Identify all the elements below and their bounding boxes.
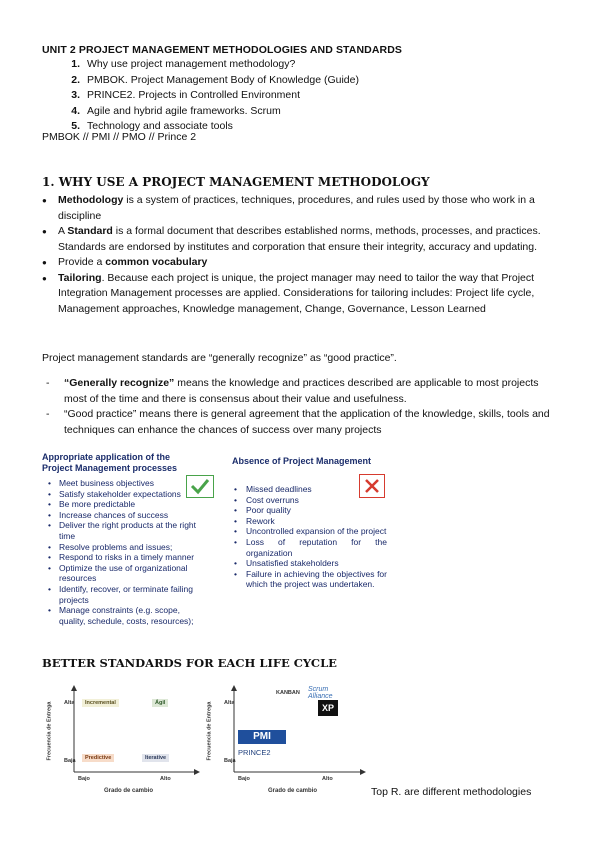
acronyms-line: PMBOK // PMI // PMO // Prince 2 bbox=[42, 131, 197, 143]
right-xlabel: Grado de cambio bbox=[268, 788, 318, 794]
section1-bullets bbox=[42, 193, 557, 317]
absence-list bbox=[232, 484, 387, 590]
panel-item: • Failure in achieving the objectives for which the project was undertaken. bbox=[232, 569, 387, 590]
panel-item: • Meet business objectives bbox=[50, 478, 202, 489]
toc-item bbox=[42, 104, 359, 120]
toc-number: 4. bbox=[71, 104, 80, 117]
panel-item: • Identify, recover, or terminate failing projects bbox=[50, 584, 202, 605]
appropriate-application-panel bbox=[42, 452, 202, 626]
right-x-high: Alto bbox=[322, 776, 333, 782]
check-icon bbox=[186, 475, 214, 498]
panel-item: • Increase chances of success bbox=[50, 510, 202, 521]
bullet-item bbox=[42, 193, 557, 224]
toc-item bbox=[42, 73, 359, 89]
lifecycle-chart-left bbox=[42, 680, 202, 800]
xp-logo: XP bbox=[318, 700, 338, 716]
definition-item bbox=[42, 407, 557, 438]
panel-item: • Satisfy stakeholder expectations bbox=[50, 489, 202, 500]
prince2-logo: PRINCE2 bbox=[238, 748, 271, 757]
toc-number: 2. bbox=[71, 73, 80, 86]
panel-item: • Cost overruns bbox=[232, 495, 387, 506]
toc-text: Agile and hybrid agile frameworks. Scrum bbox=[87, 104, 281, 117]
right-y-high: Alta bbox=[224, 700, 235, 706]
toc-text: Technology and associate tools bbox=[87, 120, 233, 133]
toc-text: PRINCE2. Projects in Controlled Environment bbox=[87, 89, 301, 102]
methodologies-note: Top R. are different methodologies bbox=[371, 786, 532, 798]
scrum-alliance-logo: Scrum Alliance bbox=[308, 686, 333, 700]
quadrant-agile: Ágil bbox=[152, 699, 168, 707]
standards-sentence: Project management standards are “generally recognize” as “good practice”. bbox=[42, 352, 397, 364]
quadrant-incremental: Incremental bbox=[82, 699, 119, 707]
panel-item: • Rework bbox=[232, 516, 387, 527]
definitions-list bbox=[42, 376, 557, 438]
definition-item bbox=[42, 376, 557, 407]
bullet-item bbox=[42, 224, 557, 255]
appropriate-list bbox=[42, 478, 202, 626]
panel-item: • Deliver the right products at the right time bbox=[50, 520, 202, 541]
toc-text: Why use project management methodology? bbox=[87, 58, 296, 70]
panel-item: • Missed deadlines bbox=[232, 484, 387, 495]
appropriate-heading: Appropriate application of the Project Management processes bbox=[42, 452, 178, 473]
table-of-contents bbox=[42, 57, 359, 135]
kanban-logo: KANBAN bbox=[276, 690, 300, 696]
pmi-logo: PMI bbox=[238, 730, 286, 744]
toc-number: 3. bbox=[71, 89, 80, 102]
panel-item: • Loss of reputation for the organization bbox=[232, 537, 387, 558]
toc-number: 5. bbox=[71, 120, 80, 133]
bullet-text: is a formal document that describes established norms, methods, processes, and practices. Standards are endorsed by institutes and corporation that ensure their integrity, accuracy and updating. bbox=[58, 225, 541, 253]
panel-item: • Optimize the use of organizational resources bbox=[50, 563, 202, 584]
bullet-item bbox=[42, 255, 557, 271]
right-x-low: Bajo bbox=[238, 776, 250, 782]
absence-heading: Absence of Project Management bbox=[232, 456, 372, 466]
bullet-text: . Because each project is unique, the project manager may need to tailor the way that Project Integration Management processes are applied. Considerations for tailoring includes: Project life cycle, Management approaches, Knowledge management, Change, Governance, Lesson Learned bbox=[58, 271, 535, 315]
definition-text: “Good practice” means there is general agreement that the application of the knowledge, skills, tools and techniques can enhance the chances of success over many projects bbox=[64, 408, 550, 436]
chart-axes bbox=[42, 680, 202, 800]
bullet-item bbox=[42, 271, 557, 318]
right-ylabel: Frecuencia de Entrega bbox=[206, 701, 213, 761]
bullet-term: common vocabulary bbox=[105, 256, 208, 268]
lifecycle-chart-right bbox=[198, 680, 368, 800]
quadrant-predictive: Predictive bbox=[82, 754, 114, 762]
left-xlabel: Grado de cambio bbox=[104, 788, 154, 794]
bullet-pre: Provide a bbox=[58, 256, 106, 268]
left-x-low: Bajo bbox=[78, 776, 90, 782]
right-y-low: Baja bbox=[224, 758, 236, 764]
panel-item: • Respond to risks in a timely manner bbox=[50, 552, 202, 563]
panel-item: • Poor quality bbox=[232, 505, 387, 516]
quadrant-iterative: Iterative bbox=[142, 754, 169, 762]
panel-item: • Be more predictable bbox=[50, 499, 202, 510]
section2-heading: BETTER STANDARDS FOR EACH LIFE CYCLE bbox=[42, 656, 337, 670]
panel-item: • Resolve problems and issues; bbox=[50, 542, 202, 553]
bullet-term: Tailoring bbox=[58, 271, 102, 284]
cross-icon bbox=[359, 474, 385, 498]
bullet-pre: A bbox=[58, 225, 68, 237]
bullet-term: Methodology bbox=[58, 194, 124, 206]
left-y-low: Baja bbox=[64, 758, 76, 764]
toc-text: PMBOK. Project Management Body of Knowledge (Guide) bbox=[87, 73, 359, 86]
left-y-high: Alta bbox=[64, 700, 75, 706]
panel-item: • Uncontrolled expansion of the project bbox=[232, 526, 387, 537]
left-ylabel: Frecuencia de Entrega bbox=[46, 701, 53, 761]
definition-text: means the knowledge and practices described are applicable to most projects most of the time and there is consensus about their value and usefulness. bbox=[64, 377, 539, 405]
toc-item bbox=[42, 88, 359, 104]
page-title: UNIT 2 PROJECT MANAGEMENT METHODOLOGIES AND STANDARDS bbox=[42, 44, 402, 56]
section1-heading: 1. WHY USE A PROJECT MANAGEMENT METHODOLOGY bbox=[42, 175, 430, 189]
bullet-text: is a system of practices, techniques, procedures, and rules used by those who work in a discipline bbox=[58, 194, 535, 222]
panel-item: • Unsatisfied stakeholders bbox=[232, 558, 387, 569]
left-x-high: Alto bbox=[160, 776, 171, 782]
toc-number: 1. bbox=[71, 58, 80, 70]
panel-item: • Manage constraints (e.g. scope, quality, schedule, costs, resources); bbox=[50, 605, 202, 626]
toc-item bbox=[42, 57, 359, 73]
bullet-term: Standard bbox=[67, 225, 113, 237]
definition-term: “Generally recognize” bbox=[64, 377, 175, 389]
